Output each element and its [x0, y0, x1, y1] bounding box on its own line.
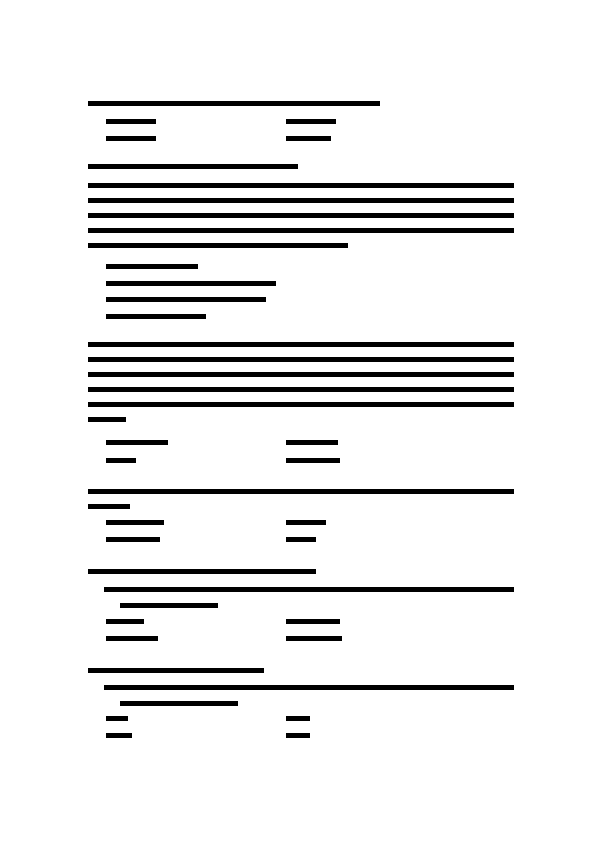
question-3-line-2 — [88, 504, 130, 509]
section-2-heading — [88, 164, 298, 169]
question-1-option-c — [106, 136, 156, 141]
passage-1-line-2 — [88, 198, 514, 203]
passage-1-option-d — [106, 314, 206, 319]
passage-1-line-4 — [88, 228, 514, 233]
question-3-option-b — [286, 520, 326, 525]
question-5-option-c — [106, 733, 132, 738]
passage-2-line-1 — [88, 342, 514, 347]
question-3-option-c — [106, 537, 160, 542]
question-5-option-b — [286, 716, 310, 721]
passage-2-line-5 — [88, 402, 514, 407]
question-4-option-c — [106, 636, 158, 641]
question-1-option-a — [106, 119, 156, 124]
passage-2-line-6 — [88, 417, 126, 422]
question-4-prompt — [88, 569, 316, 574]
passage-1-option-a — [106, 264, 198, 269]
passage-1-line-5 — [88, 243, 348, 248]
passage-1-option-c — [106, 297, 266, 302]
passage-1-line-3 — [88, 213, 514, 218]
question-5-prompt — [88, 668, 264, 673]
passage-1-option-b — [106, 281, 276, 286]
passage-2-option-c — [106, 458, 136, 463]
passage-1-line-1 — [88, 183, 514, 188]
question-5-option-d — [286, 733, 310, 738]
passage-2-line-2 — [88, 357, 514, 362]
question-5-option-a — [106, 716, 128, 721]
question-1-text — [88, 101, 380, 106]
passage-2-line-3 — [88, 372, 514, 377]
question-3-line-1 — [88, 489, 514, 494]
question-4-option-d — [286, 636, 342, 641]
question-5-dialogue-1 — [104, 685, 514, 690]
question-4-option-a — [106, 619, 144, 624]
question-3-option-a — [106, 520, 164, 525]
question-4-option-b — [286, 619, 340, 624]
passage-2-option-d — [286, 458, 340, 463]
passage-2-line-4 — [88, 387, 514, 392]
passage-2-option-a — [106, 440, 168, 445]
question-4-dialogue-1 — [104, 587, 514, 592]
question-1-option-b — [286, 119, 336, 124]
question-1-option-d — [286, 136, 331, 141]
question-4-dialogue-2 — [120, 603, 218, 608]
passage-2-option-b — [286, 440, 338, 445]
question-5-dialogue-2 — [120, 701, 238, 706]
question-3-option-d — [286, 537, 316, 542]
